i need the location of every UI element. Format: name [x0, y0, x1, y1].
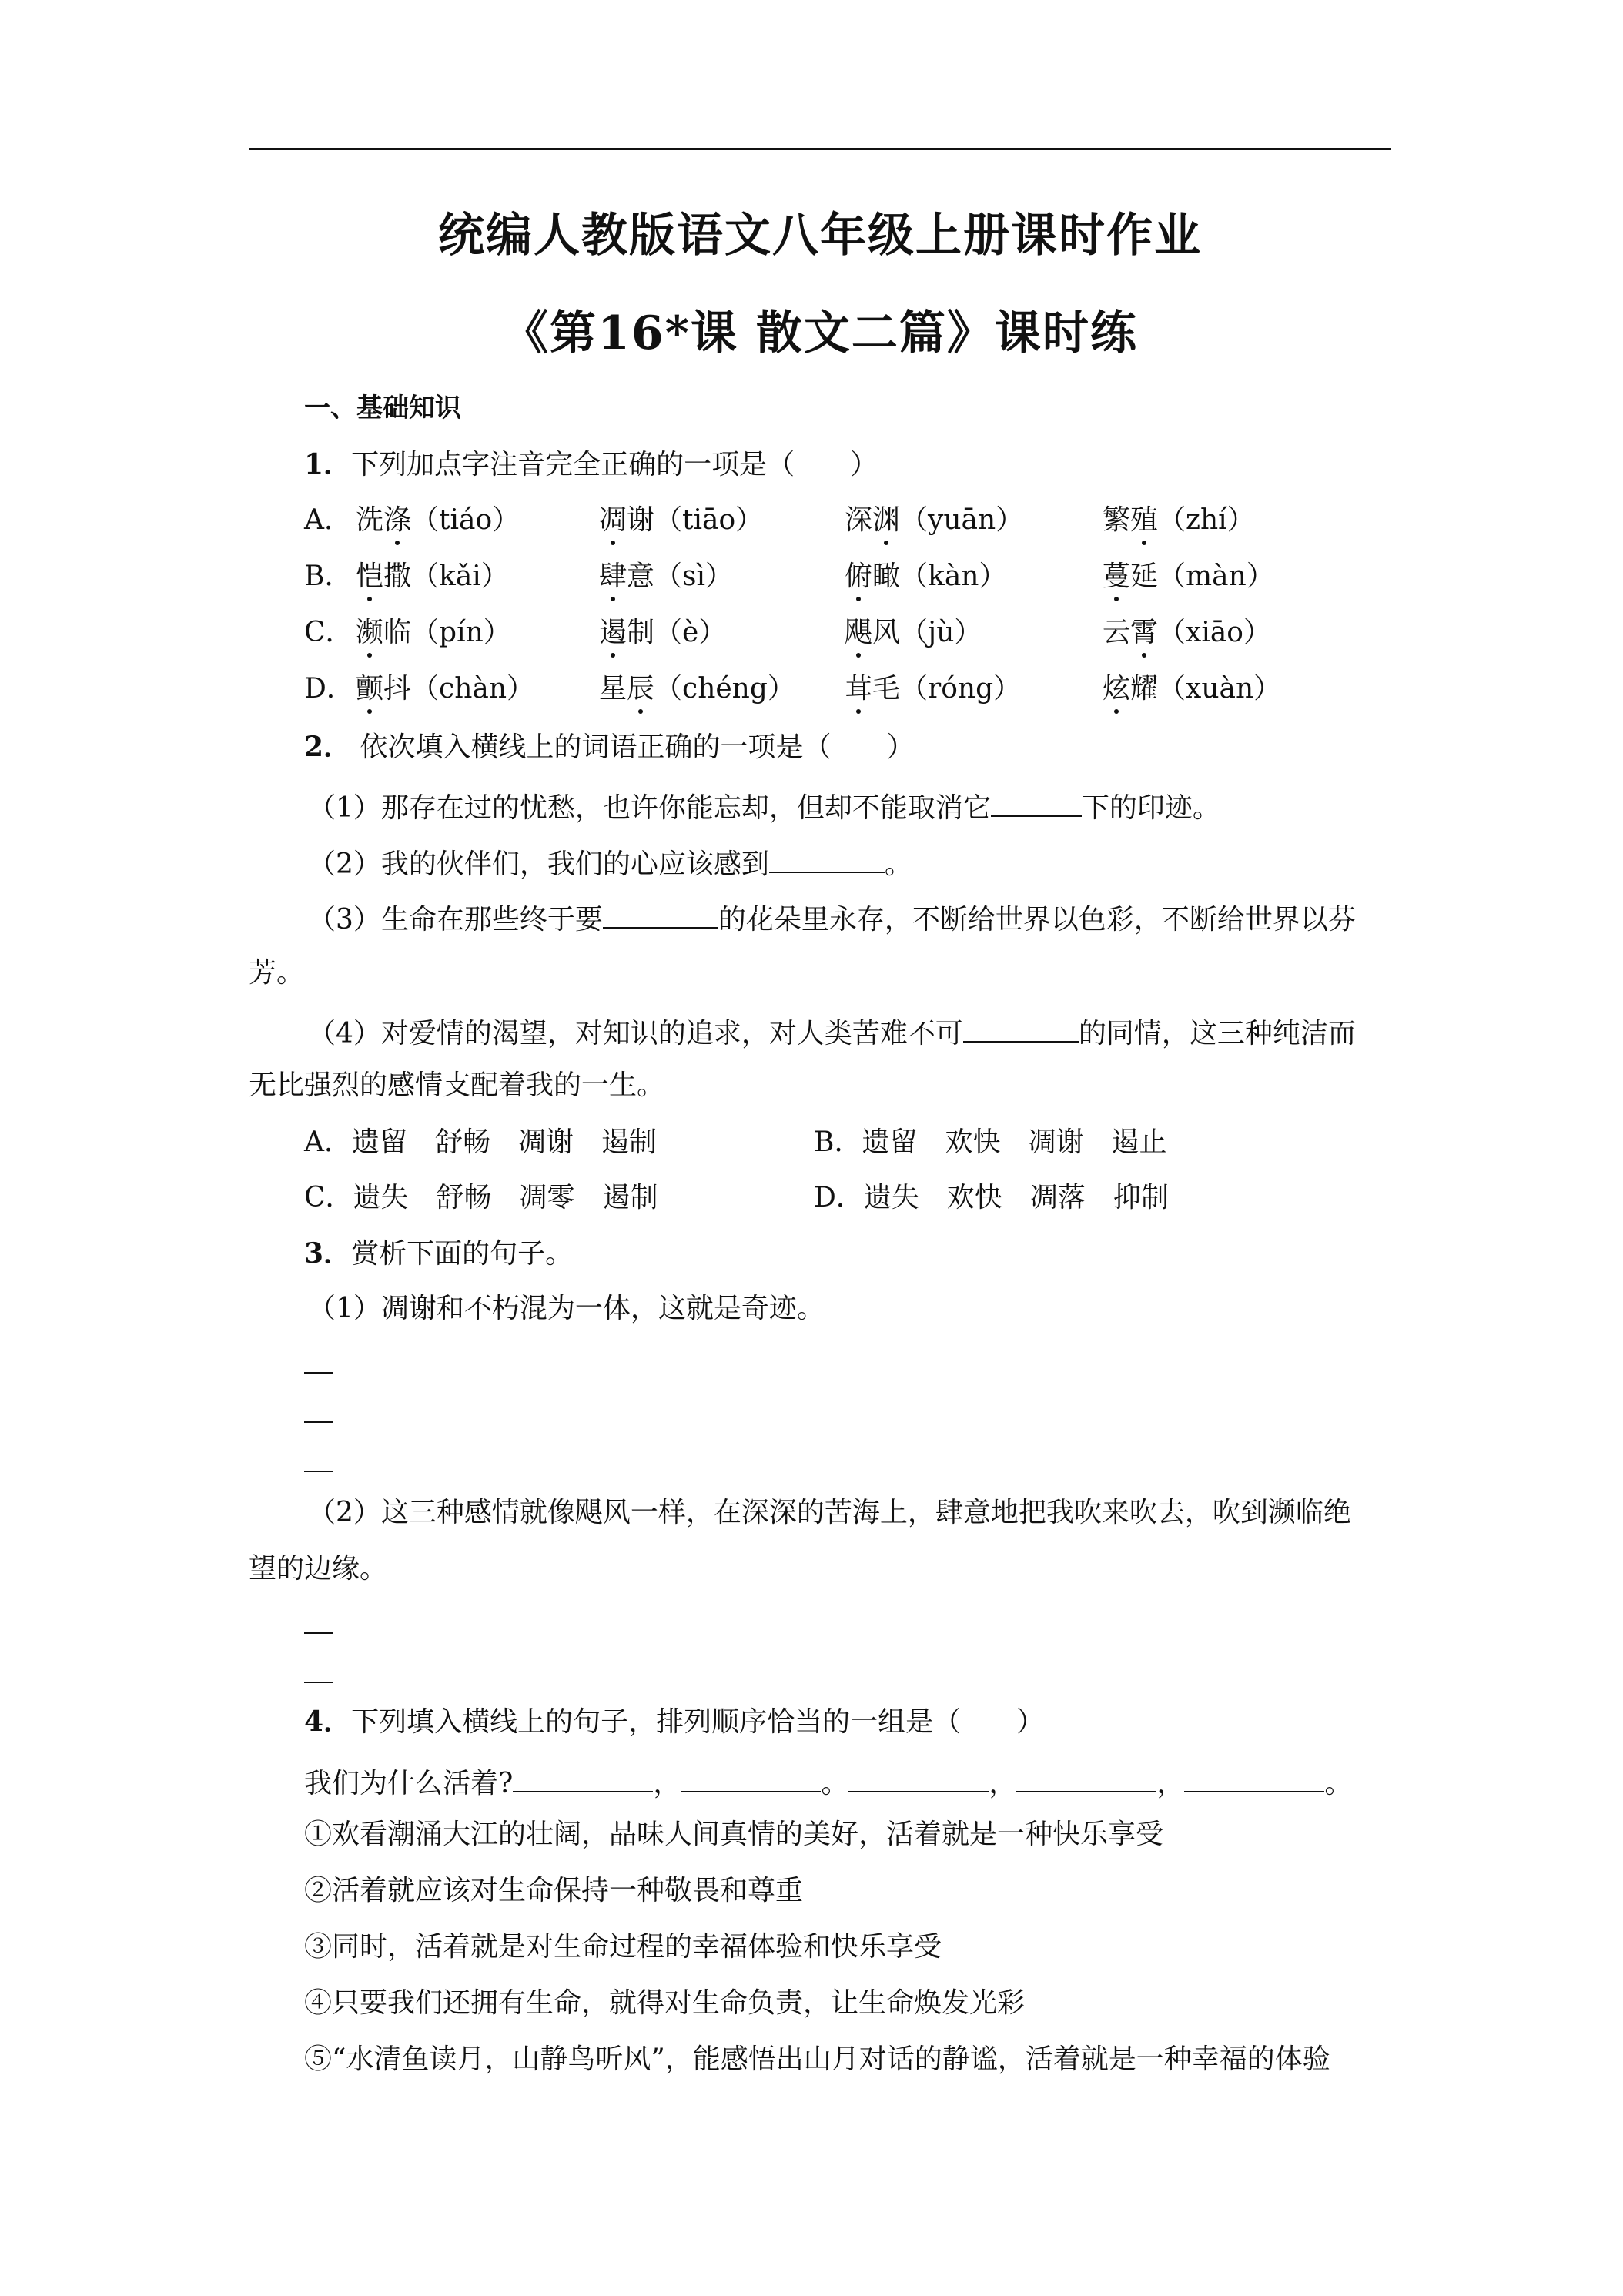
q2-text: 依次填入横线上的词语正确的一项是（ ） — [351, 731, 915, 763]
header-rule — [249, 148, 1391, 150]
emphasis-dot-char: 霄 — [1130, 617, 1159, 648]
q4-item-1: ①欢看潮涌大江的壮阔，品味人间真情的美好，活着就是一种快乐享受 — [304, 1819, 1164, 1850]
answer-line[interactable] — [304, 1372, 333, 1374]
q2-stem — [304, 733, 915, 761]
answer-blank[interactable] — [991, 789, 1082, 817]
q1-option-word: 飓风（jù） — [845, 617, 982, 648]
q2-option-d[interactable]: D．遗失 欢快 凋落 抑制 — [814, 1182, 1169, 1213]
q2-sentence-3 — [308, 901, 1356, 934]
answer-blank[interactable] — [681, 1765, 821, 1792]
q1-option-word: 蔓延（màn） — [1103, 561, 1274, 592]
q4-lead-text: 我们为什么活着? — [304, 1768, 514, 1799]
q3-sentence-1: （1）凋谢和不朽混为一体，这就是奇迹。 — [308, 1293, 825, 1324]
answer-blank[interactable] — [963, 1015, 1079, 1043]
q2-s4-text: （4）对爱情的渴望，对知识的追求，对人类苦难不可 — [308, 1018, 963, 1049]
q3-sentence-2: （2）这三种感情就像飓风一样，在深深的苦海上，肆意地把我吹来吹去，吹到濒临绝 — [308, 1497, 1351, 1528]
q3-text: 赏析下面的句子。 — [351, 1238, 574, 1270]
q1-option-word: 繁殖（zhí） — [1103, 504, 1255, 536]
answer-blank[interactable] — [1184, 1765, 1324, 1792]
q1-option-word: 濒临（pín） — [356, 617, 511, 648]
q2-sentence-3-cont: 芳。 — [249, 957, 305, 989]
emphasis-dot-char: 茸 — [845, 673, 873, 705]
q1-text: 下列加点字注音完全正确的一项是（ ） — [351, 449, 878, 480]
q3-number: 3． — [304, 1237, 352, 1270]
q1-option-label[interactable]: A． — [304, 504, 352, 536]
q2-option-a[interactable]: A．遗留 舒畅 凋谢 遏制 — [304, 1126, 657, 1158]
q4-item-2: ②活着就应该对生命保持一种敬畏和尊重 — [304, 1875, 804, 1906]
q4-stem — [304, 1705, 1045, 1738]
answer-line[interactable] — [304, 1471, 333, 1472]
q4-lead: 我们为什么活着? ， 。 ， ， 。 — [304, 1765, 1352, 1798]
emphasis-dot-char: 蔓 — [1103, 561, 1131, 592]
emphasis-dot-char: 俯 — [845, 561, 873, 592]
q2-s3-tail: 的花朵里永存，不断给世界以色彩，不断给世界以芬 — [718, 904, 1356, 935]
q2-s4-tail: 的同情，这三种纯洁而 — [1078, 1018, 1356, 1049]
q1-option-label[interactable]: C． — [304, 617, 353, 648]
q1-option-label[interactable]: B． — [304, 561, 353, 592]
answer-line[interactable] — [304, 1682, 333, 1683]
q2-sentence-1 — [308, 789, 1220, 822]
q2-sentence-2 — [308, 845, 912, 879]
q1-number: 1． — [304, 448, 352, 480]
emphasis-dot-char: 渊 — [872, 504, 901, 536]
q1-option-word: 炫耀（xuàn） — [1103, 673, 1282, 705]
q1-option-word: 俯瞰（kàn） — [845, 561, 1007, 592]
answer-blank[interactable] — [769, 845, 885, 873]
q1-option-word: 颤抖（chàn） — [356, 673, 535, 705]
q1-option-word: 星辰（chéng） — [599, 673, 795, 705]
q2-option-b[interactable]: B．遗留 欢快 凋谢 遏止 — [814, 1126, 1167, 1158]
q2-option-c[interactable]: C．遗失 舒畅 凋零 遏制 — [304, 1182, 658, 1213]
q2-sentence-4 — [308, 1015, 1356, 1048]
q1-option-word: 洗涤（tiáo） — [356, 504, 520, 536]
answer-blank[interactable] — [848, 1765, 989, 1792]
emphasis-dot-char: 肆 — [599, 561, 627, 592]
q4-text: 下列填入横线上的句子，排列顺序恰当的一组是（ ） — [351, 1706, 1045, 1738]
answer-line[interactable] — [304, 1632, 333, 1634]
answer-blank[interactable] — [603, 901, 718, 929]
q1-option-word: 恺撒（kǎi） — [356, 561, 509, 592]
emphasis-dot-char: 涤 — [383, 504, 412, 536]
q1-option-word: 凋谢（tiāo） — [599, 504, 764, 536]
q1-option-word: 茸毛（róng） — [845, 673, 1022, 705]
q2-s1-text: （1）那存在过的忧愁，也许你能忘却，但却不能取消它 — [308, 792, 991, 824]
q4-item-5: ⑤“水清鱼读月，山静鸟听风”，能感悟出山月对话的静谧，活着就是一种幸福的体验 — [304, 2043, 1330, 2075]
q2-sentence-4-cont: 无比强烈的感情支配着我的一生。 — [249, 1069, 665, 1101]
emphasis-dot-char: 颤 — [356, 673, 384, 705]
emphasis-dot-char: 遏 — [599, 617, 627, 648]
q1-option-word: 深渊（yuān） — [845, 504, 1024, 536]
emphasis-dot-char: 辰 — [627, 673, 655, 705]
section-heading: 一、基础知识 — [304, 393, 461, 423]
q1-option-word: 云霄（xiāo） — [1103, 617, 1271, 648]
q2-s2-text: （2）我的伙伴们，我们的心应该感到 — [308, 848, 769, 880]
lesson-title: 《第16*课 散文二篇》课时练 — [502, 306, 1138, 360]
q4-number: 4． — [304, 1705, 352, 1738]
q1-option-word: 遏制（è） — [599, 617, 727, 648]
q3-sentence-2-cont: 望的边缘。 — [249, 1553, 388, 1585]
page-title: 统编人教版语文八年级上册课时作业 — [438, 209, 1202, 263]
q2-s2-tail: 。 — [884, 848, 912, 880]
q4-item-4: ④只要我们还拥有生命，就得对生命负责，让生命焕发光彩 — [304, 1987, 1026, 2019]
emphasis-dot-char: 恺 — [356, 561, 384, 592]
answer-blank[interactable] — [1016, 1765, 1156, 1792]
q3-stem — [304, 1237, 574, 1270]
answer-blank[interactable] — [513, 1765, 653, 1792]
emphasis-dot-char: 炫 — [1103, 673, 1131, 705]
emphasis-dot-char: 殖 — [1130, 504, 1159, 536]
q2-number: 2． — [304, 731, 352, 763]
q2-s3-text: （3）生命在那些终于要 — [308, 904, 603, 935]
q4-item-3: ③同时，活着就是对生命过程的幸福体验和快乐享受 — [304, 1931, 942, 1963]
q2-s1-tail: 下的印迹。 — [1081, 792, 1220, 824]
emphasis-dot-char: 凋 — [599, 504, 627, 536]
q1-option-word: 肆意（sì） — [599, 561, 734, 592]
q1-option-label[interactable]: D． — [304, 673, 354, 705]
q1-stem — [304, 450, 878, 479]
emphasis-dot-char: 濒 — [356, 617, 384, 648]
emphasis-dot-char: 飓 — [845, 617, 873, 648]
answer-line[interactable] — [304, 1421, 333, 1423]
